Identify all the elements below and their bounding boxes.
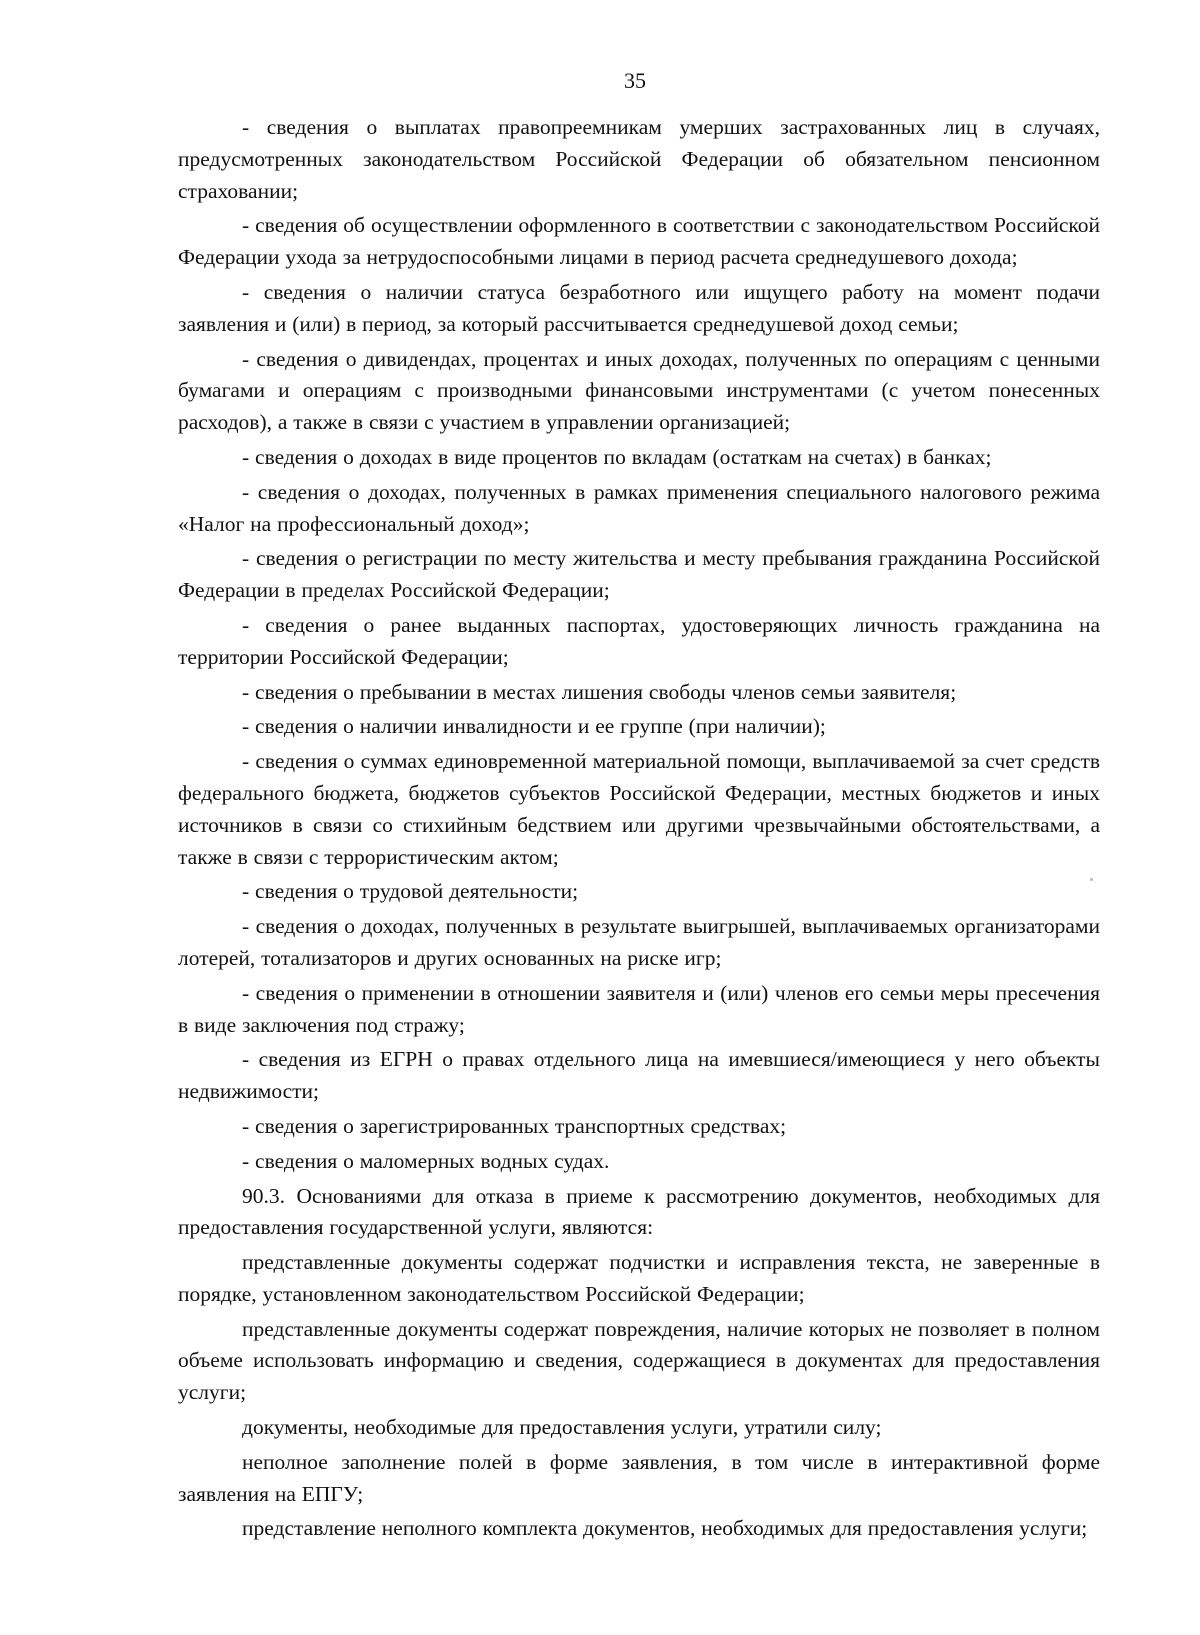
- list-item-imprisonment: - сведения о пребывании в местах лишения свободы членов семьи заявителя;: [242, 679, 957, 704]
- scan-speck: [1090, 878, 1093, 881]
- list-item-winnings: - сведения о доходах, полученных в результате выигрышей, выплачиваемых организаторами лотерей, тотализаторов и других основанных на риске игр;: [178, 914, 1100, 970]
- list-item-bank-interest: - сведения о доходах в виде процентов по вкладам (остаткам на счетах) в банках;: [242, 444, 992, 469]
- list-item-professional-income-tax: - сведения о доходах, полученных в рамках применения специального налогового режима «Налог на профессиональный доход»;: [178, 479, 1100, 536]
- refusal-ground-expired: документы, необходимые для предоставления услуги, утратили силу;: [242, 1415, 882, 1440]
- refusal-ground-erasures: представленные документы содержат подчистки и исправления текста, не заверенные в порядке, установленном законодательством Российской Федерации;: [178, 1250, 1100, 1306]
- list-item-payments-successors: - сведения о выплатах правопреемникам умерших застрахованных лиц в случаях, предусмотренных законодательством Российской Федерации об обязательном пенсионном страховании;: [178, 115, 1100, 203]
- list-item-emergency-aid: - сведения о суммах единовременной материальной помощи, выплачиваемой за счет средств федерального бюджета, бюджетов субъектов Российской Федерации, местных бюджетов и иных источников в связи со стихийным бедствием или другими чрезвычайными обстоятельствами, а также в связи с террористическим актом;: [178, 749, 1100, 869]
- list-item-passports: - сведения о ранее выданных паспортах, удостоверяющих личность гражданина на территории Российской Федерации;: [178, 612, 1100, 669]
- refusal-ground-incomplete-form: неполное заполнение полей в форме заявления, в том числе в интерактивной форме заявления на ЕПГУ;: [178, 1449, 1100, 1506]
- list-item-real-estate: - сведения из ЕГРН о правах отдельного лица на имевшиеся/имеющиеся у него объекты недвижимости;: [178, 1047, 1100, 1104]
- document-body: [178, 112, 1100, 1548]
- list-item-employment: - сведения о трудовой деятельности;: [242, 879, 579, 904]
- refusal-ground-incomplete-set: представление неполного комплекта документов, необходимых для предоставления услуги;: [242, 1516, 1088, 1541]
- list-item-registration: - сведения о регистрации по месту жительства и месту пребывания гражданина Российской Федерации в пределах Российской Федерации;: [178, 546, 1100, 603]
- list-item-dividends: - сведения о дивидендах, процентах и иных доходах, полученных по операциям с ценными бумагами и операциям с производными финансовыми инструментами (с учетом понесенных расходов), а также в связи с участием в управлении организацией;: [178, 346, 1100, 435]
- clause-90-3: 90.3. Основаниями для отказа в приеме к рассмотрению документов, необходимых для предоставления государственной услуги, являются:: [178, 1183, 1100, 1240]
- list-item-unemployment-status: - сведения о наличии статуса безработного или ищущего работу на момент подачи заявления и (или) в период, за который рассчитывается среднедушевой доход семьи;: [178, 279, 1100, 336]
- list-item-vehicles: - сведения о зарегистрированных транспортных средствах;: [242, 1113, 787, 1138]
- list-item-disability: - сведения о наличии инвалидности и ее группе (при наличии);: [242, 714, 826, 739]
- refusal-ground-damage: представленные документы содержат повреждения, наличие которых не позволяет в полном объеме использовать информацию и сведения, содержащиеся в документах для предоставления услуги;: [178, 1316, 1100, 1405]
- page-number: 35: [624, 68, 646, 93]
- list-item-detention: - сведения о применении в отношении заявителя и (или) членов его семьи меры пресечения в виде заключения под стражу;: [178, 980, 1100, 1037]
- list-item-small-vessels: - сведения о маломерных водных судах.: [242, 1148, 610, 1173]
- list-item-care-disabled: - сведения об осуществлении оформленного в соответствии с законодательством Российской Федерации ухода за нетрудоспособными лицами в период расчета среднедушевого дохода;: [178, 213, 1100, 270]
